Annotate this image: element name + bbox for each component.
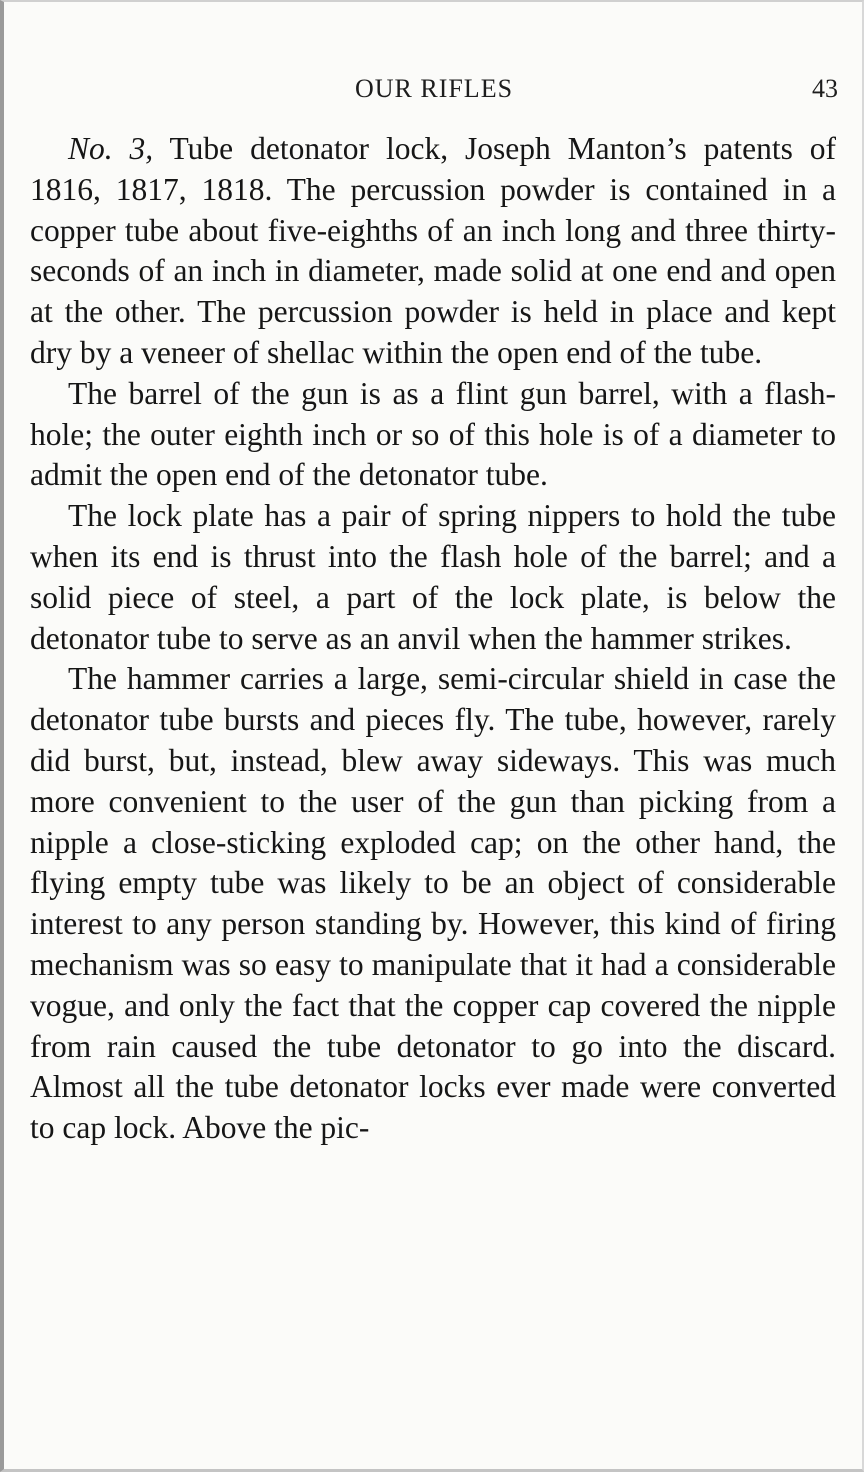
paragraph-1-text: Tube detonator lock, Joseph Manton’s patents of 1816, 1817, 1818. The percussion powder is contained in a copper tube about five-eighths of an inch long and three thirty-seconds of an inch in diameter, made solid at one end and open at the other. The percussion powder is held in place and kept dry by a veneer of shellac within the open end of the tube. <box>30 131 836 370</box>
running-head <box>30 68 838 108</box>
paragraph-lead-label: No. 3, <box>68 131 154 166</box>
running-title: OUR RIFLES <box>354 74 514 103</box>
paragraph-2: The barrel of the gun is as a flint gun barrel, with a flash-hole; the outer eighth inch or so of this hole is of a diameter to admit the open end of the detonator tube. <box>30 375 836 493</box>
paragraph-4: The hammer carries a large, semi-circular shield in case the detonator tube bursts and pieces fly. The tube, however, rarely did burst, but, instead, blew away sideways. This was much more convenient to the user of the gun than picking from a nipple a close-sticking exploded cap; on the other hand, the flying empty tube was likely to be an object of considerable interest to any person standing by. However, this kind of firing mechanism was so easy to manipulate that it had a considerable vogue, and only the fact that the copper cap covered the nipple from rain caused the tube detonator to go into the discard. Almost all the tube detonator locks ever made were converted to cap lock. Above the pic- <box>30 661 836 1146</box>
page-number: 43 <box>812 74 838 103</box>
body-text <box>30 129 836 1149</box>
paragraph-1 <box>30 129 836 374</box>
paragraph-3: The lock plate has a pair of spring nippers to hold the tube when its end is thrust into the flash hole of the barrel; and a solid piece of steel, a part of the lock plate, is below the detonator tube to serve as an anvil when the hammer strikes. <box>30 498 836 656</box>
